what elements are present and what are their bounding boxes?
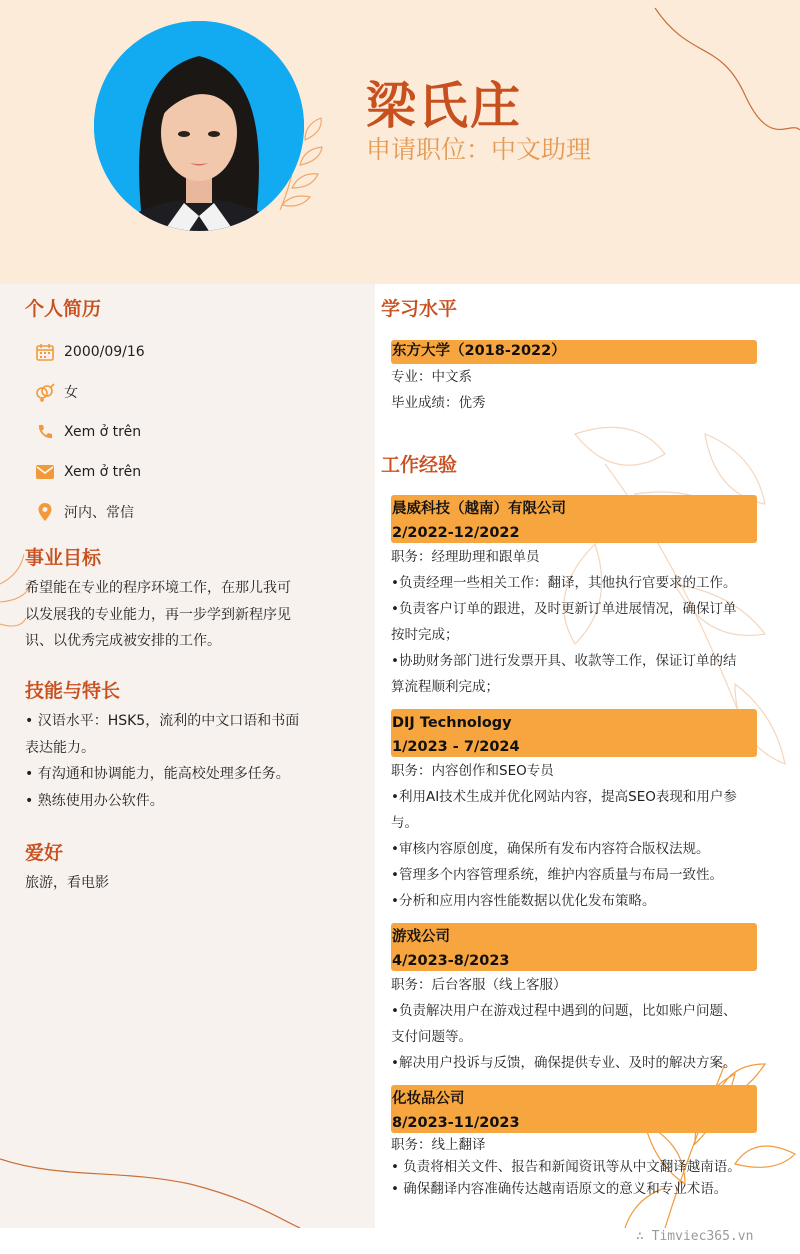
career-objective-heading: 事业目标 [25,547,102,569]
gender-icon [34,381,56,403]
career-objective-text [25,575,315,655]
info-email [34,460,141,484]
job-company: 化妆品公司 [392,1091,465,1107]
candidate-name: 梁氏庄 [366,77,522,135]
education-heading: 学习水平 [381,298,458,320]
job-details [391,972,761,1076]
job-details [391,1134,761,1200]
job-line: •负责客户订单的跟进，及时更新订单进展情况，确保订单 [391,601,737,617]
education-line: 专业：中文系 [391,369,472,385]
birthdate-text: 2000/09/16 [64,344,145,360]
job-line: 与。 [391,815,418,831]
job-period: 1/2023 - 7/2024 [392,738,520,755]
info-location [34,500,134,524]
job-line: • 确保翻译内容准确传达越南语原文的意义和专业术语。 [391,1181,728,1197]
info-phone [34,420,141,444]
skills-heading: 技能与特长 [25,680,121,702]
job-line: •管理多个内容管理系统，维护内容质量与布局一致性。 [391,867,723,883]
job-header-bar [391,495,757,543]
job-period: 4/2023-8/2023 [392,952,510,969]
job-company: 游戏公司 [392,929,450,945]
career-line: 识、以优秀完成被安排的工作。 [25,633,221,649]
job-header-bar [391,923,757,971]
location-text: 河内、常信 [64,505,134,521]
info-birthdate [34,340,145,364]
career-line: 以发展我的专业能力，再一步学到新程序见 [25,606,291,623]
job-period: 8/2023-11/2023 [392,1114,520,1131]
education-school-bar [391,340,757,364]
work-experience-heading: 工作经验 [381,454,458,476]
phone-icon [34,421,56,443]
education-details [391,364,761,416]
right-column [375,284,800,1228]
job-line: •审核内容原创度，确保所有发布内容符合版权法规。 [391,841,710,857]
phone-text: Xem ở trên [64,424,142,440]
skill-line: 表达能力。 [25,739,95,756]
job-header-bar [391,709,757,757]
job-line: 职务：内容创作和SEO专员 [391,763,554,779]
gender-text: 女 [64,385,78,401]
calendar-icon [34,341,56,363]
left-column [0,284,375,1228]
education-line: 毕业成绩：优秀 [391,395,486,411]
job-period: 2/2022-12/2022 [392,524,520,541]
job-line: • 负责将相关文件、报告和新闻资讯等从中文翻译越南语。 [391,1159,741,1175]
school-name: 东方大学（2018-2022） [392,343,566,359]
job-line: 职务：线上翻译 [391,1137,486,1153]
job-line: 职务：后台客服（线上客服） [391,977,567,993]
email-icon [34,461,56,483]
skills-text [25,708,315,814]
job-line: 按时完成； [391,627,459,643]
personal-info-heading: 个人简历 [25,298,102,320]
portrait-image [94,21,304,231]
job-line: 支付问题等。 [391,1029,472,1045]
job-header-bar [391,1085,757,1133]
job-line: •协助财务部门进行发票开具、收款等工作，保证订单的结 [391,653,737,669]
job-line: •分析和应用内容性能数据以优化发布策略。 [391,893,656,909]
skill-line: • 汉语水平：HSK5，流利的中文口语和书面 [25,713,300,729]
job-line: 算流程顺利完成； [391,679,499,695]
profile-photo [94,21,304,231]
job-line: •负责解决用户在游戏过程中遇到的问题，比如账户问题、 [391,1003,737,1019]
job-company: DIJ Technology [392,715,512,731]
job-details [391,758,761,914]
career-line: 希望能在专业的程序环境工作，在那儿我可 [25,580,291,596]
skill-line: • 有沟通和协调能力，能高校处理多任务。 [25,766,290,782]
location-icon [34,501,56,523]
hobbies-heading: 爱好 [25,842,64,864]
job-line: •负责经理一些相关工作：翻译，其他执行官要求的工作。 [391,575,737,591]
job-line: 职务：经理助理和跟单员 [391,549,540,565]
job-line: •解决用户投诉与反馈，确保提供专业、及时的解决方案。 [391,1055,737,1071]
skill-line: • 熟练使用办公软件。 [25,792,164,809]
job-details [391,544,761,700]
hobbies-text: 旅游，看电影 [25,875,109,891]
resume-header [0,0,800,284]
applied-position: 申请职位：中文助理 [366,135,592,164]
job-line: •利用AI技术生成并优化网站内容，提高SEO表现和用户参 [391,789,737,805]
info-gender [34,380,78,404]
watermark: ∴ Timviec365.vn [636,1229,754,1244]
email-text: Xem ở trên [64,464,142,480]
job-company: 晨威科技（越南）有限公司 [392,501,566,517]
